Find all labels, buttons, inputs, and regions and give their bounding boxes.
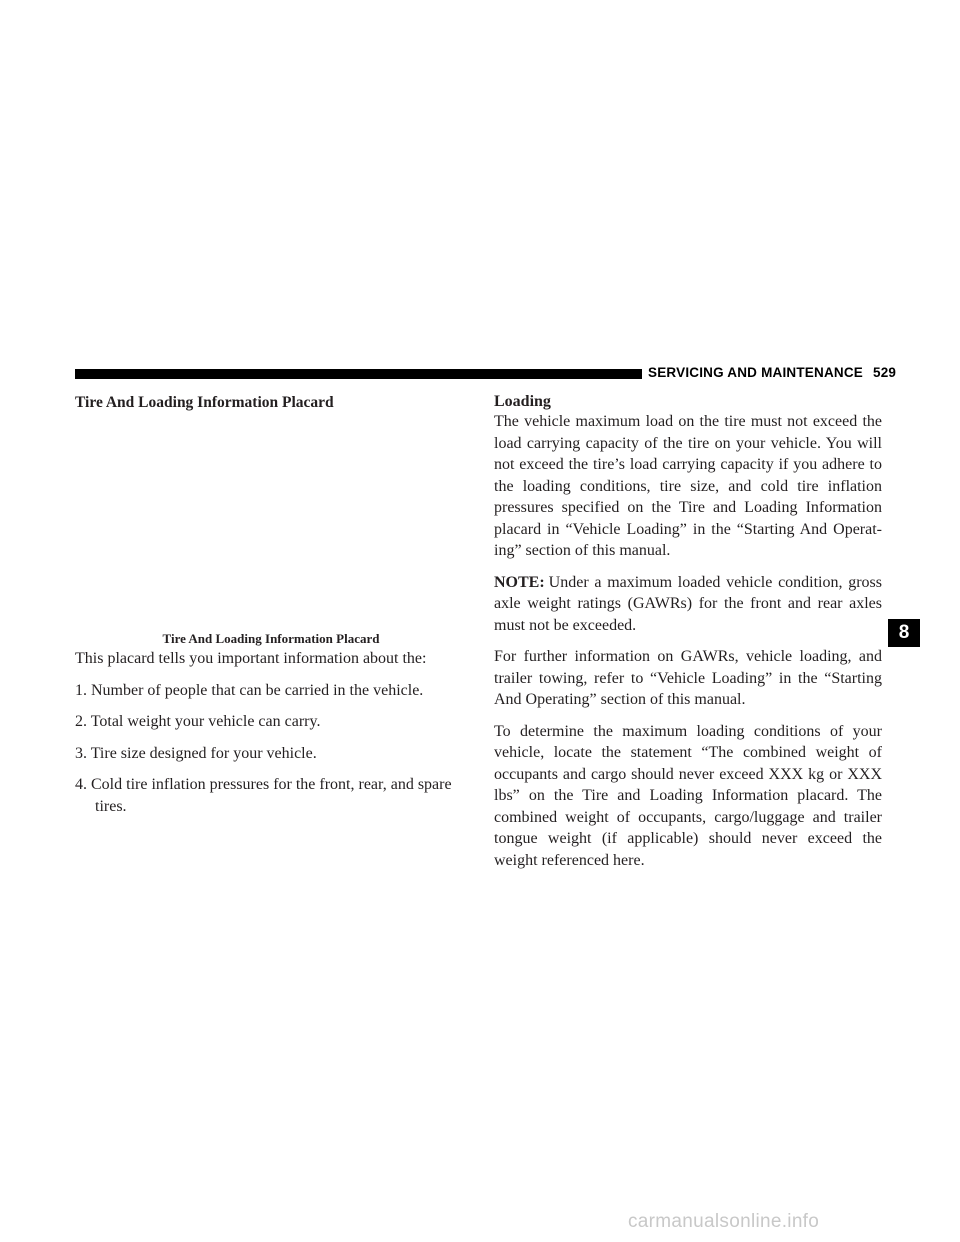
list-item: 3. Tire size designed for your vehicle.	[75, 744, 317, 762]
right-column	[494, 393, 882, 871]
list-item: 4. Cold tire inflation pressures for the front, rear, and spare tires.	[75, 776, 452, 815]
placard-heading: Tire And Loading Information Placard	[75, 394, 334, 411]
figure-caption: Tire And Loading Information Placard	[162, 631, 380, 646]
placard-figure	[75, 412, 465, 630]
max-loading-paragraph: To determine the maximum loading conditions of your vehicle, locate the statement “The combined weight of occupants and cargo should never exceed XXX kg or XXX lbs” on the Tire and Loading Information placard. The combined weight of occupants, cargo/luggage and trailer tongue weight (if applicable) should never exceed the weight referenced here.	[494, 722, 882, 869]
gawr-paragraph: For further information on GAWRs, vehicle loading, and trailer towing, refer to “Vehicle Loading” in the “Starting And Operating” section of this manual.	[494, 648, 882, 708]
section-title: SERVICING AND MAINTENANCE	[648, 365, 864, 380]
running-header	[648, 365, 896, 380]
chapter-tab: 8	[888, 619, 920, 647]
loading-heading: Loading	[494, 393, 551, 410]
note-label: NOTE:	[494, 573, 545, 591]
note-text: Under a maximum loaded vehicle condition, gross axle weight ratings (GAWRs) for the front and rear axles must not be exceeded.	[494, 573, 882, 634]
placard-info-list	[75, 680, 465, 818]
note-paragraph	[494, 572, 882, 637]
list-item: 1. Number of people that can be carried in the vehicle.	[75, 681, 424, 699]
page-number: 529	[873, 365, 897, 380]
watermark: carmanualsonline.info	[628, 1211, 820, 1232]
list-item: 2. Total weight your vehicle can carry.	[75, 713, 321, 730]
placard-intro: This placard tells you important information about the:	[75, 650, 427, 667]
header-rule	[75, 369, 642, 379]
left-column	[75, 394, 465, 817]
loading-paragraph: The vehicle maximum load on the tire must not exceed the load carrying capacity of the tire on your vehicle. You will not exceed the tire’s load carrying capacity if you adhere to the loading conditions, tire size, and cold tire inflation pressures specified on the Tire and Loading Information placard in “Vehicle Loading” in the “Starting And Operat-ing” section of this manual.	[494, 413, 882, 559]
